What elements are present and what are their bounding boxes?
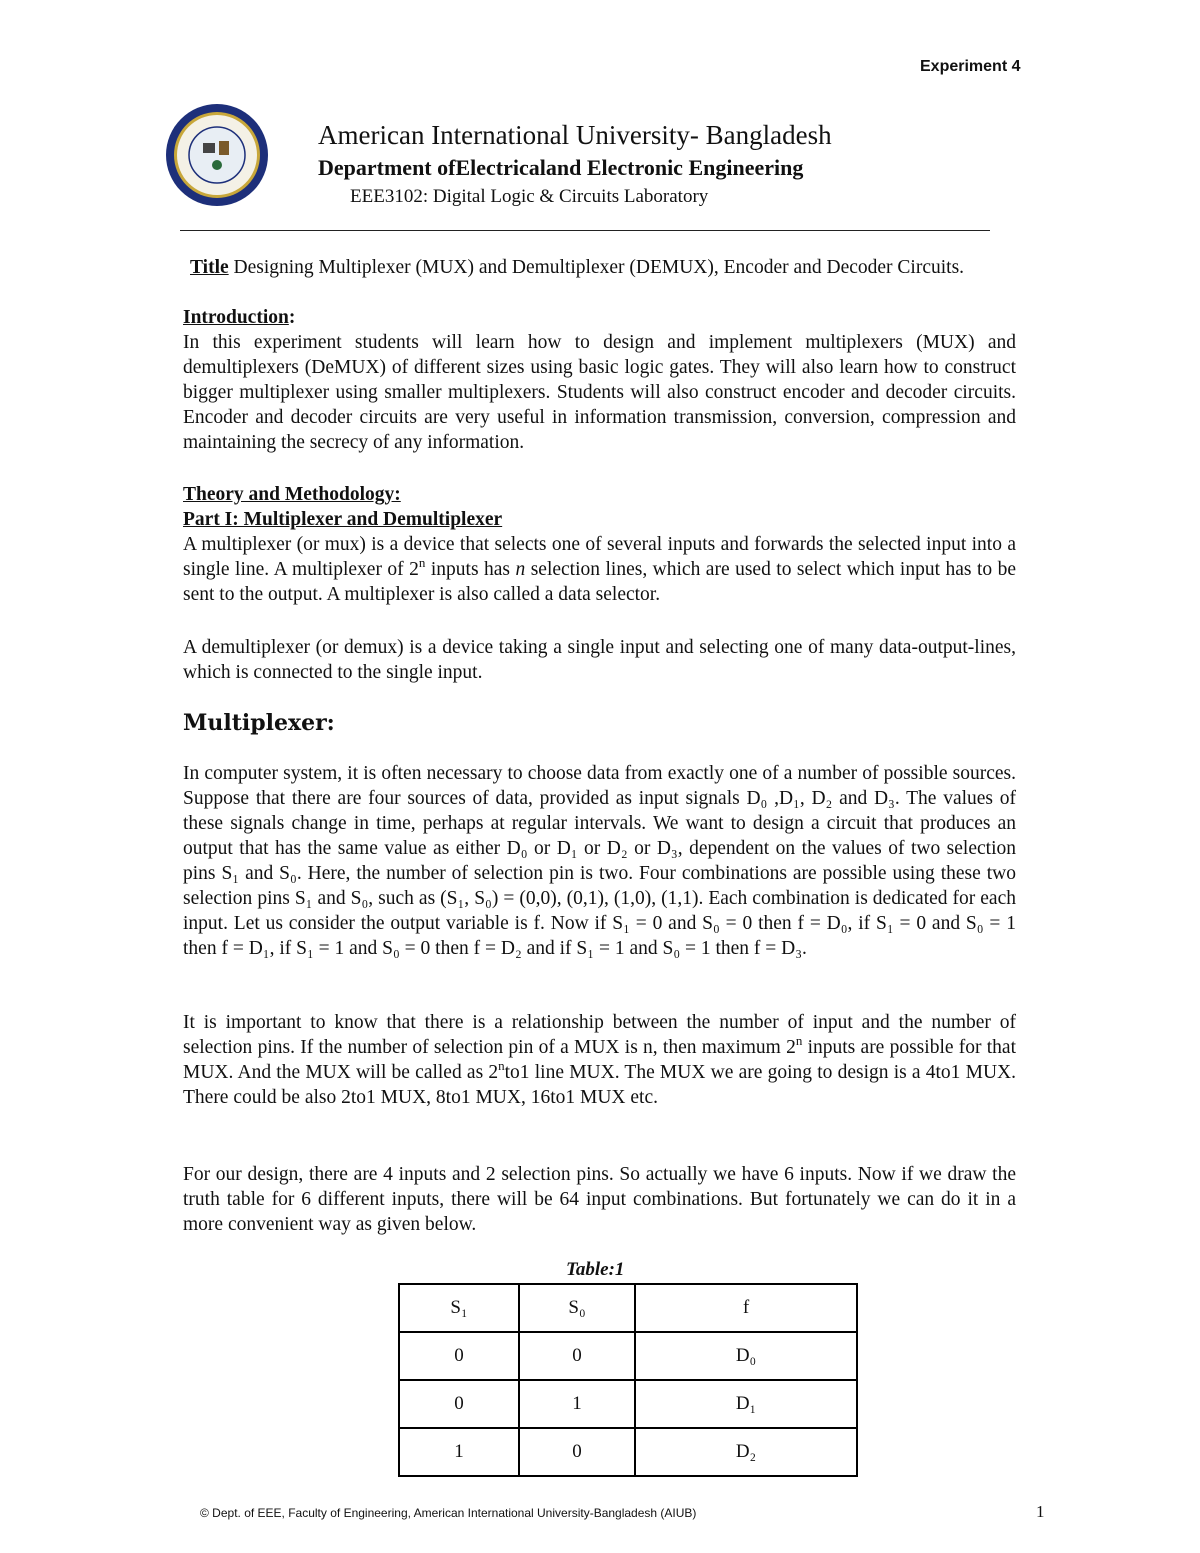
university-name: American International University- Bangladesh [318,120,832,150]
course-name: EEE3102: Digital Logic & Circuits Laboratory [350,186,709,207]
table-cell: D₀ [635,1332,857,1380]
part1-heading: Part I: Multiplexer and Demultiplexer [183,509,503,530]
table-cell: D₂ [635,1428,857,1476]
header-s0: S₀ [519,1284,635,1332]
table-cell: 1 [399,1428,519,1476]
mux-definition: A multiplexer (or mux) is a device that selects one of several inputs and forwards the selected input into a single line. A multiplexer of 2$^n$ inputs has n selection lines, which are used to select which input has to be sent to the output. A multiplexer is also called a data selector. [183,534,1017,605]
table-cell: 0 [399,1380,519,1428]
page-number: 1 [1036,1502,1045,1521]
theory-heading: Theory and Methodology: [183,484,401,505]
multiplexer-paragraph-1: In computer system, it is often necessary to choose data from exactly one of a number of possible sources. Suppose that there are four sources of data, provided as input signals D₀ ,D₁, D₂ and D₃. The values of these signals change in time, perhaps at regular intervals. We want to design a circuit that produces an output that has the same value as either D₀ or D₁ or D₂ or D₃, dependent on the values of two selection pins S₁ and S₀. Here, the number of selection pin is two. Four combinations are possible using these two selection pins S₁ and S₀, such as (S₁, S₀) = (0,0), (0,1), (1,0), (1,1). Each combination is dedicated for each input. Let us consider the output variable is f. Now if S₁ = 0 and S₀ = 0 then f = D₀, if S₁ = 0 and S₀ = 1 then f = D₁, if S₁ = 1 and S₀ = 0 then f = D₂ and if S₁ = 1 and S₀ = 1 then f = D₃. [183,763,1016,959]
header-s1: S₁ [399,1284,519,1332]
multiplexer-heading: Multiplexer: [183,710,335,736]
header-f: f [635,1284,857,1332]
table-cell: 1 [519,1380,635,1428]
demux-definition: A demultiplexer (or demux) is a device taking a single input and selecting one of many data-output-lines, which is connected to the single input. [183,637,1016,683]
truth-table [398,1283,858,1477]
table-header-row [399,1284,857,1332]
experiment-label: Experiment 4 [920,58,1021,75]
table-row [399,1380,857,1428]
title-text: Designing Multiplexer (MUX) and Demultiplexer (DEMUX), Encoder and Decoder Circuits. [228,257,965,278]
theory-section [183,482,1016,607]
table-cell: 0 [519,1332,635,1380]
department-name: Department ofElectricaland Electronic Engineering [318,155,804,180]
introduction-text: In this experiment students will learn how to design and implement multiplexers (MUX) and demultiplexers (DeMUX) of different sizes using basic logic gates. They will also learn how to construct bigger multiplexer using smaller multiplexers. Students will also construct encoder and decoder circuits. Encoder and decoder circuits are very useful in information transmission, conversion, compression and maintaining the secrecy of any information. [183,332,1016,453]
table-cell: D₁ [635,1380,857,1428]
table-row [399,1332,857,1380]
footer-text: © Dept. of EEE, Faculty of Engineering, American International University-Bangladesh (AIUB) [200,1506,697,1520]
table-cell: 0 [519,1428,635,1476]
table-cell: 0 [399,1332,519,1380]
university-logo [165,103,269,207]
header-divider [180,230,990,231]
title-label: Title [190,257,229,278]
introduction-section: Introduction: In this experiment students will learn how to design and implement multiplexers (MUX) and demultiplexers (DeMUX) of different sizes using basic logic gates. They will also learn how to construct bigger multiplexer using smaller multiplexers. Students will also construct encoder and decoder circuits. Encoder and decoder circuits are very useful in information transmission, conversion, compression and maintaining the secrecy of any information. [183,307,1016,453]
introduction-heading: Introduction [183,307,289,328]
multiplexer-paragraph-2: It is important to know that there is a relationship between the number of input and the number of selection pins. If the number of selection pin of a MUX is n, then maximum 2$^n$ inputs are possible for that MUX. And the MUX will be called as 2$^n$to1 line MUX. The MUX we are going to design is a 4to1 MUX. There could be also 2to1 MUX, 8to1 MUX, 16to1 MUX etc. [183,1012,1017,1108]
experiment-title [190,255,1010,280]
multiplexer-paragraph-3: For our design, there are 4 inputs and 2 selection pins. So actually we have 6 inputs. Now if we draw the truth table for 6 different inputs, there will be 64 input combinations. But fortunately we can do it in a more convenient way as given below. [183,1164,1016,1235]
table-row [399,1428,857,1476]
table-caption: Table:1 [566,1259,625,1280]
